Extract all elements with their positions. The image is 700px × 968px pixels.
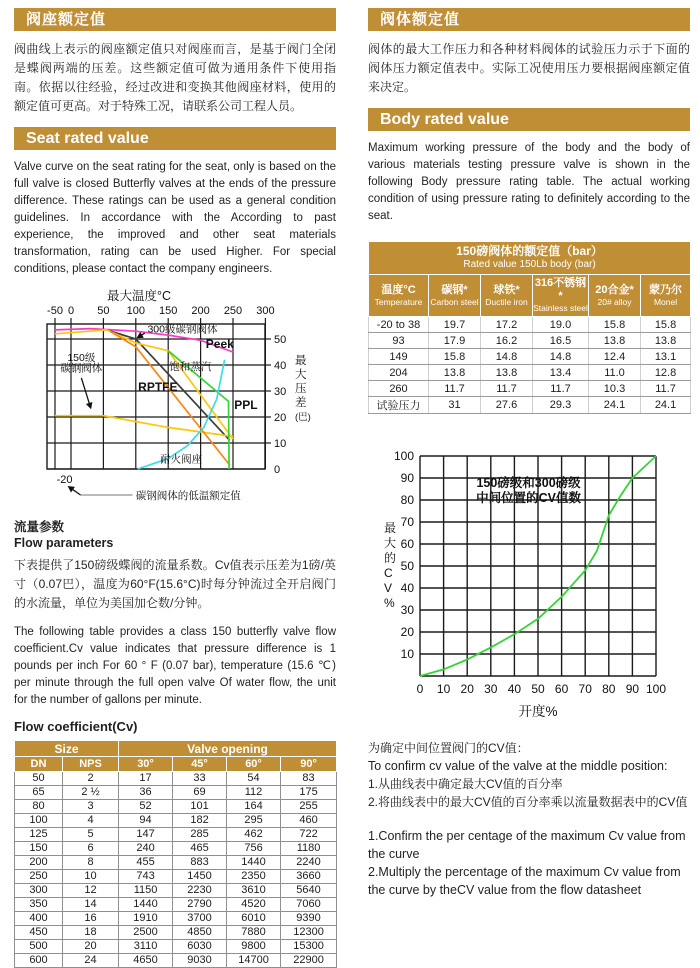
flow-table-row [15,884,337,898]
flow-table-cell: 50 [15,772,63,786]
body-table-cell: 260 [369,381,429,397]
svg-text:0: 0 [416,682,424,696]
svg-text:20: 20 [460,682,474,696]
body-table-cell: 13.8 [641,333,691,349]
cv-note-line: 1.Confirm the per centage of the maximum Cv value from the curve [368,829,686,861]
flow-table-cell: 10 [63,870,119,884]
flow-table-cell: 7880 [227,926,281,940]
flow-table-row [15,870,337,884]
flow-table-cell: 1150 [119,884,173,898]
flow-table-cell: 17 [119,772,173,786]
flow-table-cell: 500 [15,940,63,954]
flow-table-cell: 600 [15,954,63,968]
flow-table-cell: 20 [63,940,119,954]
flow-table-row [15,912,337,926]
svg-text:90: 90 [400,471,414,485]
svg-text:0: 0 [274,464,281,476]
body-table-cell: 11.7 [481,381,533,397]
flow-table-cell: 24 [63,954,119,968]
cv-chart-ylabel-char: C [384,566,393,580]
flow-table-cell: 2350 [227,870,281,884]
cv-chart-annotation: 中间位置的CV值数 [476,491,581,506]
flow-table-cell: 300 [15,884,63,898]
body-table-cell: 27.6 [481,397,533,414]
flow-table-cell: 462 [227,828,281,842]
seat-curve-label: PPL [234,398,258,413]
flow-table-cell: 182 [173,814,227,828]
body-column-header: 蒙乃尔 Monel [641,275,691,317]
seat-chart-ylabel-char: 大 [295,369,307,381]
flow-table-cell: 1440 [119,898,173,912]
flow-table-row [15,926,337,940]
seat-rated-header-cn: 阀座额定值 [14,8,336,31]
body-table-row [369,333,691,349]
svg-text:60: 60 [554,682,569,696]
flow-table-cell: 125 [15,828,63,842]
flow-table-cell: 7060 [281,898,337,912]
flow-table-cell: 36 [119,786,173,800]
flow-group-size: Size [15,741,119,757]
flow-table-cell: 250 [15,870,63,884]
body-table-row [369,317,691,333]
flow-table-cell: 9030 [173,954,227,968]
flow-table-cell: 4850 [173,926,227,940]
body-table-cell: 29.3 [533,397,589,414]
flow-table-cell: 112 [227,786,281,800]
flow-table-cell: 285 [173,828,227,842]
svg-text:30: 30 [400,603,414,617]
flow-table-cell: 9800 [227,940,281,954]
svg-text:100: 100 [645,682,667,696]
svg-text:30: 30 [274,386,287,398]
body-table-cell: -20 to 38 [369,317,429,333]
flow-table-row [15,898,337,912]
flow-table-cell: 94 [119,814,173,828]
flow-table-cell: 1910 [119,912,173,926]
body-table-row [369,349,691,365]
flow-table-cell: 14 [63,898,119,912]
svg-text:100: 100 [393,449,414,463]
body-table-row [369,381,691,397]
seat-curve-label: 300级碳钢阀体 [147,323,218,336]
flow-table-cell: 12 [63,884,119,898]
flow-column-header: NPS [63,757,119,772]
body-table-cell: 12.8 [641,365,691,381]
flow-table-cell: 6 [63,842,119,856]
svg-text:150: 150 [159,305,178,317]
flow-table-cell: 164 [227,800,281,814]
svg-text:50: 50 [531,682,545,696]
flow-table-cell: 2 [63,772,119,786]
svg-text:(巴): (巴) [295,412,311,423]
seat-chart-xlabel: 最大温度°C [107,289,172,303]
body-table-cell: 13.8 [481,365,533,381]
flow-table-cell: 2230 [173,884,227,898]
body-table-row [369,365,691,381]
svg-text:40: 40 [507,682,522,696]
flow-table-cell: 18 [63,926,119,940]
svg-text:60: 60 [400,537,414,551]
low-temp-label: 碳钢阀体的低温额定值 [135,490,241,502]
flow-column-header: 60° [227,757,281,772]
cv-note-line: 1.从曲线表中确定最大CV值的百分率 [368,777,563,791]
flow-table-cell: 147 [119,828,173,842]
body-table-cell: 12.4 [589,349,641,365]
flow-table-cell: 200 [15,856,63,870]
body-table-cell: 15.8 [429,349,481,365]
cv-chart-ylabel-char: 大 [384,536,397,550]
flow-table-cell: 52 [119,800,173,814]
seat-curve-label: Peek [205,337,234,352]
flow-table-row [15,772,337,786]
cv-chart-xlabel: 开度% [518,704,558,719]
svg-text:20: 20 [400,625,414,639]
body-table-cell: 13.8 [429,365,481,381]
svg-text:10: 10 [436,682,451,696]
cv-note-line: 2.将曲线表中的最大CV值的百分率乘以流量数据表中的CV值 [368,795,688,809]
cv-notes-block [368,739,690,899]
body-table-cell: 14.8 [533,349,589,365]
body-table-cell: 11.7 [533,381,589,397]
flow-table-cell: 743 [119,870,173,884]
svg-text:-50: -50 [47,305,63,317]
flow-table-cell: 400 [15,912,63,926]
svg-text:100: 100 [126,305,145,317]
seat-curve-label: RPTFE [138,380,178,394]
flow-table-cell: 3110 [119,940,173,954]
flow-table-cell: 69 [173,786,227,800]
flow-table-cell: 3660 [281,870,337,884]
flow-table-cell: 3700 [173,912,227,926]
flow-table-row [15,856,337,870]
body-table-cell: 14.8 [481,349,533,365]
body-column-header: 碳钢* Carbon steel [429,275,481,317]
cv-note-line: 2.Multiply the percentage of the maximum Cv value from the curve by theCV value from the flow datasheet [368,865,681,897]
body-table-title-row [369,242,691,275]
flow-table-cell: 450 [15,926,63,940]
left-column [14,8,336,968]
body-table-cell: 17.9 [429,333,481,349]
body-column-header: 316不锈钢* Stainless steel [533,275,589,317]
flow-table-cell: 101 [173,800,227,814]
body-table-cell: 24.1 [589,397,641,414]
svg-text:200: 200 [191,305,210,317]
flow-table-cell: 240 [119,842,173,856]
body-table-row [369,397,691,414]
seat-curve-label: 饱和蒸汽 [169,361,212,374]
cv-note-line: To confirm cv value of the valve at the middle position: [368,759,668,773]
flow-table-cell: 80 [15,800,63,814]
svg-text:40: 40 [274,360,287,372]
flow-table-cell: 100 [15,814,63,828]
body-table-cell: 149 [369,349,429,365]
flow-table-cell: 756 [227,842,281,856]
flow-column-header: 45° [173,757,227,772]
flow-column-header: 30° [119,757,173,772]
body-table-cell: 15.8 [589,317,641,333]
flow-table-cell: 6010 [227,912,281,926]
body-table-cell: 试验压力 [369,397,429,414]
seat-chart-ylabel-char: 最 [295,355,307,367]
body-table-cell: 16.5 [533,333,589,349]
cv-chart-ylabel-char: V [384,581,393,595]
flow-table-cell: 6030 [173,940,227,954]
body-table-title: 150磅阀体的额定值（bar） Rated value 150Lb body (bar) [369,242,691,275]
svg-text:30: 30 [484,682,498,696]
svg-text:50: 50 [97,305,110,317]
flow-table-cell: 350 [15,898,63,912]
flow-table-row [15,954,337,968]
body-rated-paragraph-cn: 阀体的最大工作压力和各种材料阀体的试验压力示于下面的阀体压力额定值表中。实际工况使用压力要根据阀座额定值来决定。 [368,42,690,94]
body-table-cell: 11.0 [589,365,641,381]
svg-text:90: 90 [625,682,640,696]
body-table-cell: 19.0 [533,317,589,333]
body-table-cell: 10.3 [589,381,641,397]
flow-table-cell: 15300 [281,940,337,954]
flow-table-cell: 175 [281,786,337,800]
body-table-cell: 204 [369,365,429,381]
flow-parameters-title-en: Flow parameters [14,536,114,550]
svg-text:50: 50 [274,334,287,346]
flow-table-row [15,940,337,954]
body-column-header: 20合金* 20# alloy [589,275,641,317]
body-column-header: 球铁* Ductile iron [481,275,533,317]
flow-parameters-title-cn: 流量参数 [14,520,65,534]
flow-paragraph-cn: 下表提供了150磅级蝶阀的流量系数。Cv值表示压差为1磅/英寸（0.07巴），温度为60°F(15.6°C)时每分钟流过全开启阀门的水流量，单位为美国加仑数/分钟。 [14,558,336,610]
flow-table-cell: 3610 [227,884,281,898]
body-table-cell: 16.2 [481,333,533,349]
flow-table-cell: 12300 [281,926,337,940]
svg-text:10: 10 [400,647,414,661]
seat-chart-svg [14,286,336,508]
flow-table-cell: 22900 [281,954,337,968]
seat-curve-label: 耐火阀座 [160,453,203,466]
body-table-cell: 11.7 [429,381,481,397]
right-column [368,8,690,968]
seat-curve-label: 150级 [67,352,96,365]
flow-table-cell: 255 [281,800,337,814]
flow-table-cell: 14700 [227,954,281,968]
flow-paragraph-en: The following table provides a class 150 butterfly valve flow coefficient.Cv value indicates that pressure difference is 1 pounds per inch For 60 ° F (0.07 bar), temperature (15.6 ℃) per minute through the full open valve Of water flow, the unit for the number of gallons per minute. [14,626,336,706]
body-rated-header-cn: 阀体额定值 [368,8,690,31]
notes-spacer [368,811,690,827]
flow-table-cell: 2240 [281,856,337,870]
flow-table-cell: 9390 [281,912,337,926]
flow-table-cell: 16 [63,912,119,926]
svg-text:20: 20 [274,412,287,424]
body-column-header: 温度°C Temperature [369,275,429,317]
flow-table-cell: 455 [119,856,173,870]
svg-text:250: 250 [223,305,243,317]
flow-table-cell: 295 [227,814,281,828]
flow-table-cell: 4650 [119,954,173,968]
flow-table-row [15,814,337,828]
cv-chart-svg [374,444,686,722]
svg-text:70: 70 [400,515,414,529]
flow-column-header: DN [15,757,63,772]
body-table-cell: 17.2 [481,317,533,333]
flow-table-row [15,786,337,800]
cv-chart-ylabel-char: 最 [384,521,397,535]
flow-coefficient-table-title: Flow coefficient(Cv) [14,719,138,734]
svg-text:40: 40 [400,581,414,595]
svg-text:50: 50 [400,559,414,573]
body-table-cell: 11.7 [641,381,691,397]
flow-table-cell: 65 [15,786,63,800]
svg-text:70: 70 [578,682,592,696]
cv-chart-annotation: 150磅级和300磅级 [476,475,581,490]
seat-rated-paragraph-cn: 阀曲线上表示的阀座额定值只对阀座而言，是基于阀门全闭是蝶阀两端的压差。这些额定值可做为通用条件下使用指南。依据以往经验，经过改进和变换其他阀座材料，使用的额定值可更高。对于特殊工况，请联系公司工程人员。 [14,42,336,113]
flow-group-opening: Valve opening [119,741,337,757]
flow-table-cell: 54 [227,772,281,786]
flow-table-row [15,828,337,842]
flow-table-cell: 8 [63,856,119,870]
cv-chart-ylabel-char: % [384,596,395,610]
flow-coefficient-table [14,740,337,968]
cv-chart-ylabel-char: 的 [384,551,397,565]
flow-table-cell: 33 [173,772,227,786]
cv-note-line: 为确定中间位置阀门的CV值： [368,741,529,755]
body-table-cell: 19.7 [429,317,481,333]
flow-table-row [15,800,337,814]
flow-table-cell: 3 [63,800,119,814]
body-rated-header-en: Body rated value [368,108,690,131]
seat-rating-chart [14,286,336,513]
seat-chart-ylabel-char: 压 [295,383,307,395]
flow-table-cell: 83 [281,772,337,786]
flow-table-cell: 460 [281,814,337,828]
body-table-cell: 24.1 [641,397,691,414]
seat-rated-paragraph-en: Valve curve on the seat rating for the seat, only is based on the full valve is closed Butterfly valves at the ends of the pressure difference. These ratings can be used as a general condition guidelines. In accordance with the According to past experience, the improved and other seat materials transformation, rating can be used Higher. For special conditions, please contact the company engineers. [14,161,336,275]
flow-table-cell: 883 [173,856,227,870]
svg-text:80: 80 [400,493,414,507]
flow-table-cell: 1450 [173,870,227,884]
seat-curve [55,416,233,437]
cv-percentage-chart [374,444,690,727]
svg-text:300: 300 [256,305,275,317]
body-table-cell: 15.8 [641,317,691,333]
seat-chart-ylabel-char: 差 [295,397,307,409]
body-table-cell: 13.4 [533,365,589,381]
flow-table-cell: 2 ½ [63,786,119,800]
flow-table-cell: 4 [63,814,119,828]
flow-table-cell: 1180 [281,842,337,856]
flow-table-cell: 5 [63,828,119,842]
svg-text:10: 10 [274,438,287,450]
svg-text:80: 80 [602,682,616,696]
flow-table-group-row [15,741,337,757]
svg-text:0: 0 [67,305,75,317]
flow-table-cell: 4520 [227,898,281,912]
body-table-cell: 13.8 [589,333,641,349]
flow-table-cell: 722 [281,828,337,842]
body-table-cell: 13.1 [641,349,691,365]
flow-column-header: 90° [281,757,337,772]
flow-table-cell: 1440 [227,856,281,870]
seat-rated-header-en: Seat rated value [14,127,336,150]
flow-table-cell: 465 [173,842,227,856]
body-table-header-row [369,275,691,317]
flow-table-cell: 5640 [281,884,337,898]
flow-table-row [15,842,337,856]
body-table-cell: 31 [429,397,481,414]
body-rated-paragraph-en: Maximum working pressure of the body and the body of various materials testing pressure valve is shown in the following Body pressure rating table. The actual working condition of using pressure rating to definitely according to the seat. [368,142,690,222]
body-rated-table [368,241,691,414]
flow-table-cell: 2500 [119,926,173,940]
seat-curve-label: 碳钢阀体 [60,362,103,375]
body-table-cell: 93 [369,333,429,349]
low-temp-tick: -20 [56,474,73,486]
flow-table-cell: 150 [15,842,63,856]
flow-table-cell: 2790 [173,898,227,912]
flow-table-header-row [15,757,337,772]
